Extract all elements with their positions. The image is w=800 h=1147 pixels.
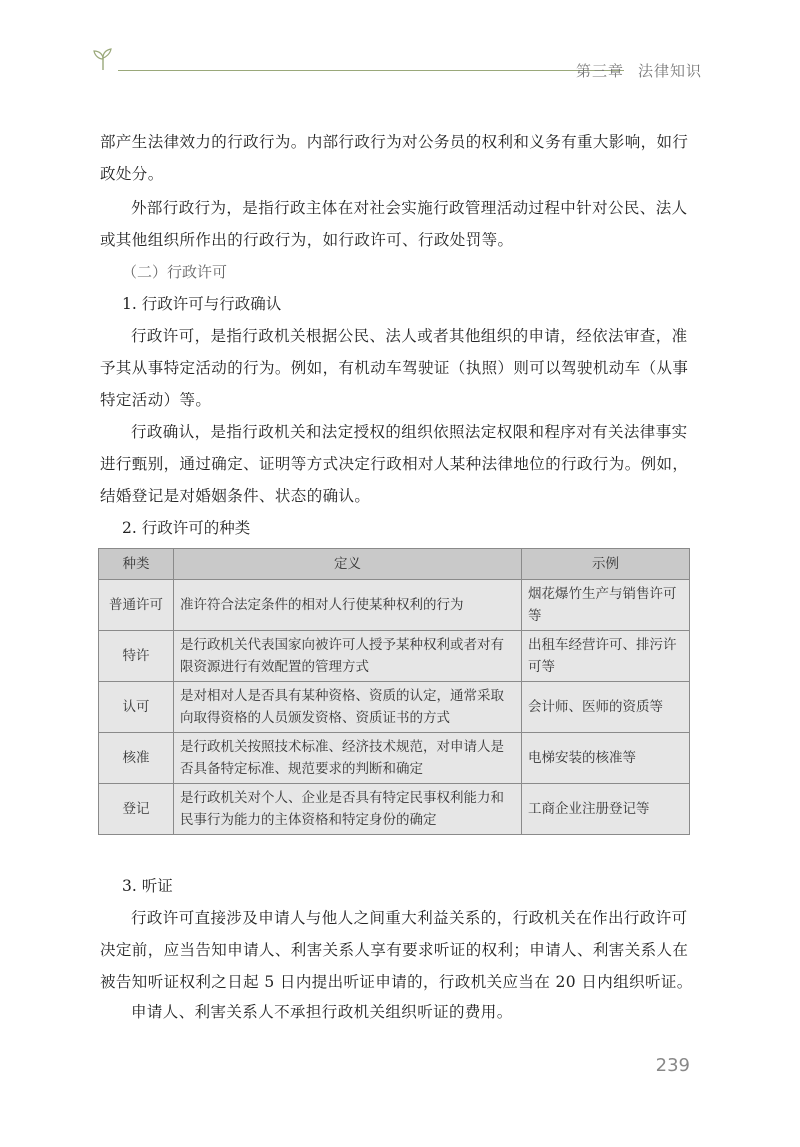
section-heading: （二）行政许可 (122, 263, 228, 281)
page-number: 239 (655, 1055, 690, 1076)
cell-example: 工商企业注册登记等 (522, 784, 690, 835)
table-row (99, 733, 690, 784)
subheading-hearing: 3. 听证 (122, 877, 173, 895)
cell-type: 特许 (99, 631, 174, 682)
cell-type: 核准 (99, 733, 174, 784)
table-row (99, 580, 690, 631)
cell-definition: 是对相对人是否具有某种资格、资质的认定，通常采取向取得资格的人员颁发资格、资质证书的方式 (174, 682, 522, 733)
cell-definition: 是行政机关代表国家向被许可人授予某种权利或者对有限资源进行有效配置的管理方式 (174, 631, 522, 682)
header-rule (118, 70, 624, 71)
cell-example: 出租车经营许可、排污许可等 (522, 631, 690, 682)
header-example: 示例 (522, 549, 690, 580)
cell-definition: 是行政机关按照技术标准、经济技术规范，对申请人是否具备特定标准、规范要求的判断和确定 (174, 733, 522, 784)
cell-type: 认可 (99, 682, 174, 733)
chapter-title: 法律知识 (637, 62, 702, 80)
table-row (99, 631, 690, 682)
paragraph-permit: 行政许可，是指行政机关根据公民、法人或者其他组织的申请，经依法审查，准予其从事特定活动的行为。例如，有机动车驾驶证（执照）则可以驾驶机动车（从事特定活动）等。 (100, 327, 689, 409)
subheading-permit-vs-confirm: 1. 行政许可与行政确认 (122, 295, 282, 313)
sprout-icon (90, 46, 116, 72)
cell-type: 普通许可 (99, 580, 174, 631)
cell-definition: 准许符合法定条件的相对人行使某种权利的行为 (174, 580, 522, 631)
table-row (99, 784, 690, 835)
chapter-number: 第三章 (575, 62, 624, 80)
paragraph-internal-act: 部产生法律效力的行政行为。内部行政行为对公务员的权利和义务有重大影响，如行政处分。 (100, 133, 689, 183)
table-row (99, 682, 690, 733)
cell-example: 电梯安装的核准等 (522, 733, 690, 784)
header-type: 种类 (99, 549, 174, 580)
chapter-label (576, 60, 702, 81)
cell-type: 登记 (99, 784, 174, 835)
paragraph-external-act: 外部行政行为，是指行政主体在对社会实施行政管理活动过程中针对公民、法人或其他组织所作出的行政行为，如行政许可、行政处罚等。 (100, 199, 688, 249)
subheading-permit-types: 2. 行政许可的种类 (122, 519, 251, 537)
table-header-row (99, 549, 690, 580)
page-header (90, 40, 702, 80)
cell-example: 会计师、医师的资质等 (522, 682, 690, 733)
cell-definition: 是行政机关对个人、企业是否具有特定民事权利能力和民事行为能力的主体资格和特定身份的确定 (174, 784, 522, 835)
cell-example: 烟花爆竹生产与销售许可等 (522, 580, 690, 631)
paragraph-hearing-cost: 申请人、利害关系人不承担行政机关组织听证的费用。 (131, 1003, 513, 1021)
header-definition: 定义 (174, 549, 522, 580)
permit-types-table (98, 548, 690, 835)
paragraph-confirm: 行政确认，是指行政机关和法定授权的组织依照法定权限和程序对有关法律事实进行甄别，通过确定、证明等方式决定行政相对人某种法律地位的行政行为。例如，结婚登记是对婚姻条件、状态的确认。 (100, 423, 689, 505)
paragraph-hearing: 行政许可直接涉及申请人与他人之间重大利益关系的，行政机关在作出行政许可决定前，应当告知申请人、利害关系人享有要求听证的权利；申请人、利害关系人在被告知听证权利之日起 5 日内提出听证申请的，行政机关应当在 20 日内组织听证。 (100, 909, 693, 991)
